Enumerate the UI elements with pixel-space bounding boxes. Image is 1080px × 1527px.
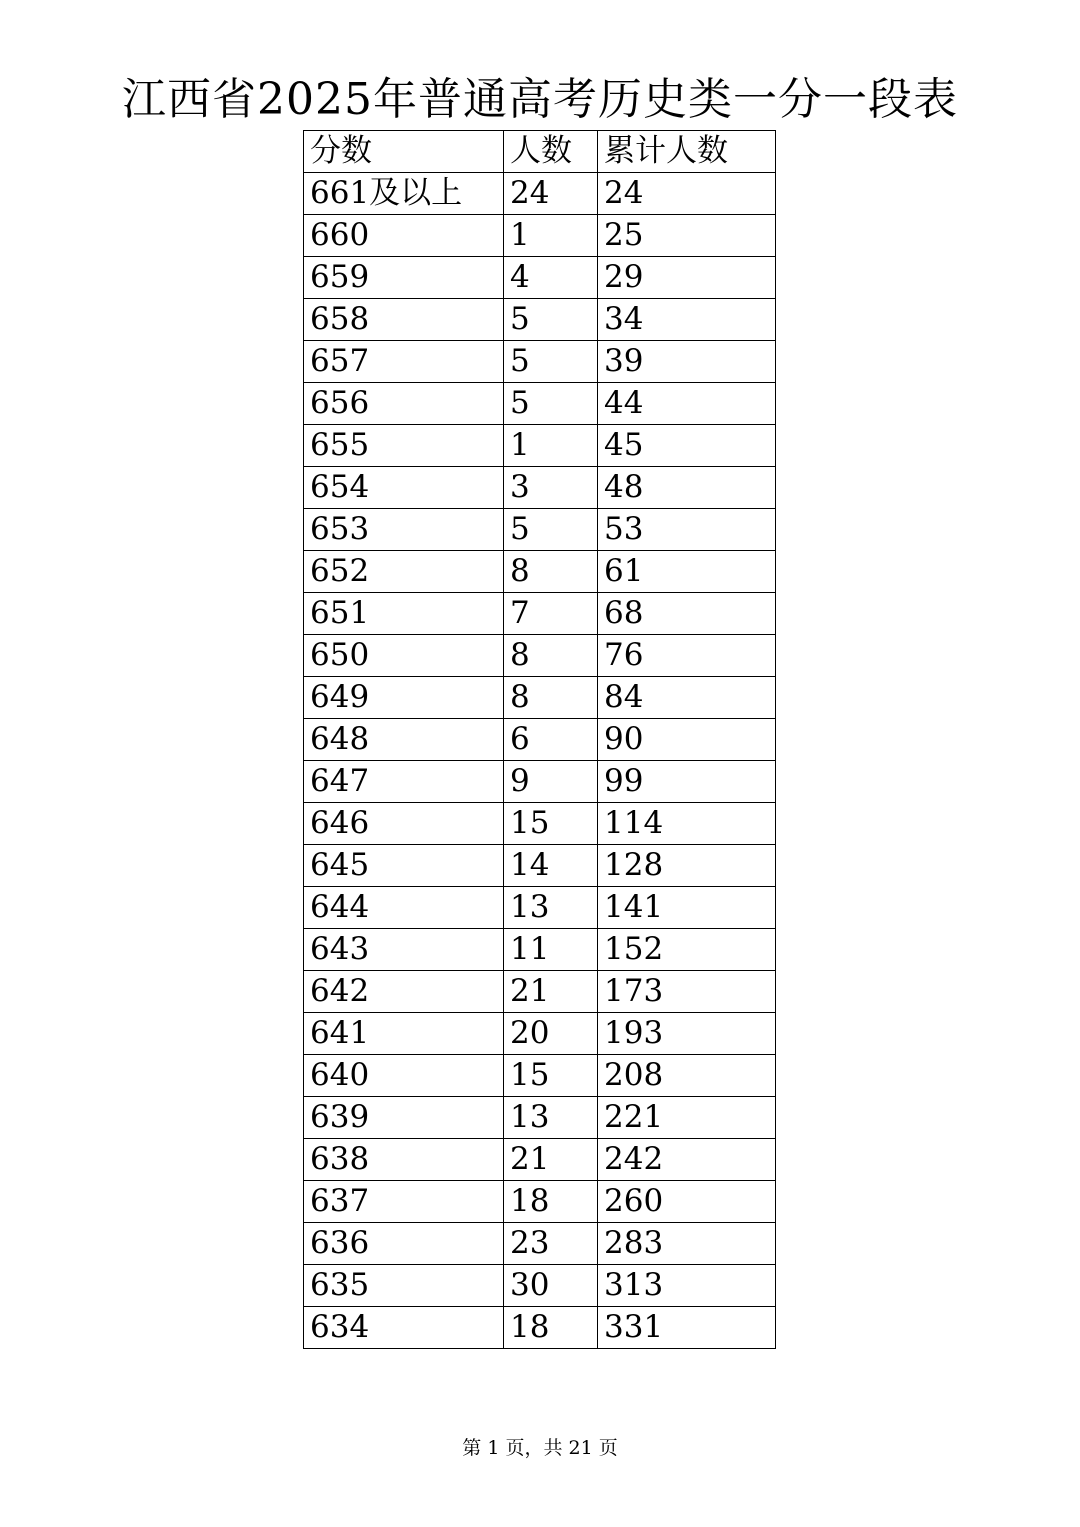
cell-cumulative: 45 [598, 425, 776, 467]
cell-cumulative: 260 [598, 1181, 776, 1223]
cell-cumulative: 221 [598, 1097, 776, 1139]
cell-count: 18 [504, 1181, 598, 1223]
table-row [304, 425, 776, 467]
header-score: 分数 [304, 131, 504, 173]
cell-score: 655 [304, 425, 504, 467]
cell-score: 638 [304, 1139, 504, 1181]
cell-score: 645 [304, 845, 504, 887]
cell-count: 5 [504, 341, 598, 383]
table-row [304, 341, 776, 383]
table-row [304, 1265, 776, 1307]
cell-score: 646 [304, 803, 504, 845]
header-count: 人数 [504, 131, 598, 173]
cell-score: 657 [304, 341, 504, 383]
cell-cumulative: 53 [598, 509, 776, 551]
table-row [304, 635, 776, 677]
cell-score: 636 [304, 1223, 504, 1265]
cell-count: 7 [504, 593, 598, 635]
cell-count: 13 [504, 1097, 598, 1139]
cell-cumulative: 90 [598, 719, 776, 761]
header-cumulative: 累计人数 [598, 131, 776, 173]
cell-count: 15 [504, 803, 598, 845]
cell-count: 11 [504, 929, 598, 971]
table-row [304, 887, 776, 929]
cell-count: 5 [504, 509, 598, 551]
cell-score: 640 [304, 1055, 504, 1097]
cell-count: 6 [504, 719, 598, 761]
cell-score: 648 [304, 719, 504, 761]
table-row [304, 761, 776, 803]
table-row [304, 677, 776, 719]
cell-count: 5 [504, 383, 598, 425]
table-row [304, 719, 776, 761]
cell-cumulative: 141 [598, 887, 776, 929]
cell-cumulative: 193 [598, 1013, 776, 1055]
cell-cumulative: 61 [598, 551, 776, 593]
cell-cumulative: 24 [598, 173, 776, 215]
cell-count: 8 [504, 551, 598, 593]
page-title: 江西省2025年普通高考历史类一分一段表 [122, 74, 958, 125]
cell-count: 9 [504, 761, 598, 803]
cell-score: 637 [304, 1181, 504, 1223]
cell-count: 8 [504, 677, 598, 719]
cell-score: 643 [304, 929, 504, 971]
table-row [304, 215, 776, 257]
table-row [304, 173, 776, 215]
page-footer: 第 1 页，共 21 页 [462, 1437, 618, 1459]
cell-count: 21 [504, 971, 598, 1013]
cell-score: 634 [304, 1307, 504, 1349]
cell-score: 660 [304, 215, 504, 257]
cell-count: 8 [504, 635, 598, 677]
cell-cumulative: 242 [598, 1139, 776, 1181]
cell-score: 647 [304, 761, 504, 803]
cell-cumulative: 128 [598, 845, 776, 887]
cell-count: 4 [504, 257, 598, 299]
cell-cumulative: 208 [598, 1055, 776, 1097]
score-distribution-table [303, 130, 776, 1349]
header-row [304, 131, 776, 173]
cell-count: 30 [504, 1265, 598, 1307]
cell-score: 650 [304, 635, 504, 677]
cell-cumulative: 29 [598, 257, 776, 299]
cell-count: 1 [504, 215, 598, 257]
table-row [304, 1181, 776, 1223]
table-row [304, 845, 776, 887]
cell-score: 656 [304, 383, 504, 425]
cell-cumulative: 48 [598, 467, 776, 509]
cell-cumulative: 313 [598, 1265, 776, 1307]
table-row [304, 551, 776, 593]
cell-cumulative: 76 [598, 635, 776, 677]
table-row [304, 1055, 776, 1097]
cell-count: 5 [504, 299, 598, 341]
cell-score: 649 [304, 677, 504, 719]
cell-cumulative: 152 [598, 929, 776, 971]
cell-count: 15 [504, 1055, 598, 1097]
table-body [304, 173, 776, 1349]
cell-count: 21 [504, 1139, 598, 1181]
cell-score: 635 [304, 1265, 504, 1307]
cell-score: 644 [304, 887, 504, 929]
cell-score: 641 [304, 1013, 504, 1055]
cell-count: 1 [504, 425, 598, 467]
table-row [304, 1097, 776, 1139]
table-row [304, 509, 776, 551]
table-row [304, 971, 776, 1013]
cell-score: 642 [304, 971, 504, 1013]
table-row [304, 383, 776, 425]
cell-count: 18 [504, 1307, 598, 1349]
cell-score: 639 [304, 1097, 504, 1139]
table-row [304, 1307, 776, 1349]
table-header [304, 131, 776, 173]
cell-cumulative: 39 [598, 341, 776, 383]
cell-cumulative: 173 [598, 971, 776, 1013]
cell-score: 651 [304, 593, 504, 635]
cell-cumulative: 114 [598, 803, 776, 845]
cell-cumulative: 44 [598, 383, 776, 425]
cell-cumulative: 84 [598, 677, 776, 719]
cell-cumulative: 25 [598, 215, 776, 257]
cell-score: 654 [304, 467, 504, 509]
cell-count: 24 [504, 173, 598, 215]
table-row [304, 593, 776, 635]
cell-count: 13 [504, 887, 598, 929]
cell-count: 20 [504, 1013, 598, 1055]
cell-cumulative: 68 [598, 593, 776, 635]
cell-score: 658 [304, 299, 504, 341]
cell-score: 653 [304, 509, 504, 551]
table-row [304, 467, 776, 509]
cell-count: 23 [504, 1223, 598, 1265]
cell-count: 14 [504, 845, 598, 887]
table-row [304, 1013, 776, 1055]
table-row [304, 1223, 776, 1265]
cell-score: 652 [304, 551, 504, 593]
table-row [304, 929, 776, 971]
cell-score: 659 [304, 257, 504, 299]
table-row [304, 1139, 776, 1181]
table-row [304, 299, 776, 341]
cell-cumulative: 99 [598, 761, 776, 803]
cell-cumulative: 34 [598, 299, 776, 341]
cell-score: 661及以上 [304, 173, 504, 215]
cell-cumulative: 283 [598, 1223, 776, 1265]
table-row [304, 803, 776, 845]
cell-count: 3 [504, 467, 598, 509]
table-row [304, 257, 776, 299]
cell-cumulative: 331 [598, 1307, 776, 1349]
